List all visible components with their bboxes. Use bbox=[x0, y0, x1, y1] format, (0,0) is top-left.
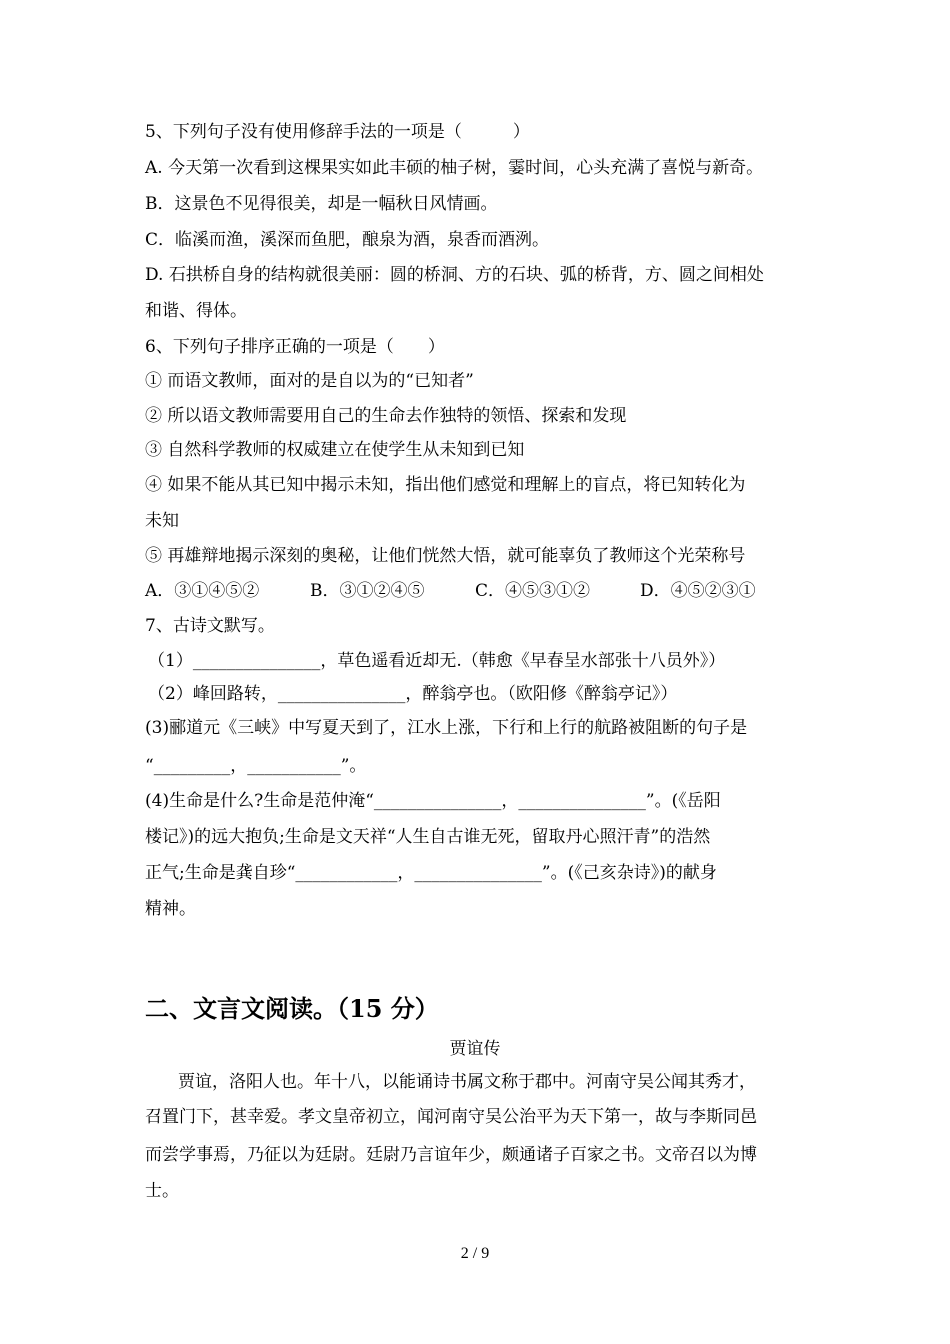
q6-sentence-4-line2: 未知 bbox=[145, 511, 179, 531]
q5-option-c: C．临溪而渔，溪深而鱼肥，酿泉为酒，泉香而酒洌。 bbox=[145, 230, 550, 250]
q7-part-3-line1: (3)郦道元《三峡》中写夏天到了，江水上涨，下行和上行的航路被阻断的句子是 bbox=[145, 718, 748, 738]
page-number: 2 / 9 bbox=[460, 1245, 490, 1262]
q6-option-d: D．④⑤②③① bbox=[640, 581, 756, 601]
q7-part-2: （2）峰回路转，_______________，醉翁亭也。（欧阳修《醉翁亭记》） bbox=[148, 684, 678, 704]
q5-option-a: A. 今天第一次看到这棵果实如此丰硕的柚子树，霎时间，心头充满了喜悦与新奇。 bbox=[145, 158, 764, 178]
q7-part-4-line4: 精神。 bbox=[145, 899, 196, 919]
q5-option-d-line1: D. 石拱桥自身的结构就很美丽：圆的桥洞、方的石块、弧的桥背，方、圆之间相处 bbox=[145, 265, 764, 285]
q7-stem: 7、古诗文默写。 bbox=[145, 616, 275, 636]
q7-part-4-line1: (4)生命是什么?生命是范仲淹“_______________，_______________”。(《岳阳 bbox=[145, 791, 721, 811]
q5-option-b: B．这景色不见得很美，却是一幅秋日风情画。 bbox=[145, 194, 498, 214]
passage-line-4: 士。 bbox=[145, 1181, 179, 1201]
q5-stem: 5、下列句子没有使用修辞手法的一项是（ ） bbox=[145, 122, 530, 142]
q6-option-c: C．④⑤③①② bbox=[475, 581, 591, 601]
q6-sentence-2: ② 所以语文教师需要用自己的生命去作独特的领悟、探索和发现 bbox=[145, 406, 627, 426]
q6-sentence-1: ① 而语文教师，面对的是自以为的“已知者” bbox=[145, 371, 474, 391]
q6-sentence-3: ③ 自然科学教师的权威建立在使学生从未知到已知 bbox=[145, 440, 525, 460]
passage-line-2: 召置门下，甚幸爱。孝文皇帝初立，闻河南守吴公治平为天下第一，故与李斯同邑 bbox=[145, 1107, 757, 1127]
q6-option-a: A．③①④⑤② bbox=[145, 581, 260, 601]
section-2-heading: 二、文言文阅读。（15 分） bbox=[145, 994, 439, 1023]
q6-sentence-5: ⑤ 再雄辩地揭示深刻的奥秘，让他们恍然大悟，就可能辜负了教师这个光荣称号 bbox=[145, 546, 746, 566]
q7-part-4-line2: 楼记》)的远大抱负;生命是文天祥“人生自古谁无死，留取丹心照汗青”的浩然 bbox=[145, 827, 711, 847]
q7-part-4-line3: 正气;生命是龚自珍“____________，_______________”。(《己亥杂诗》)的献身 bbox=[145, 863, 717, 883]
q6-stem: 6、下列句子排序正确的一项是（ ） bbox=[145, 337, 445, 357]
q7-part-3-line2: “_________，___________”。 bbox=[145, 756, 367, 776]
passage-line-1: 贾谊，洛阳人也。年十八，以能诵诗书属文称于郡中。河南守吴公闻其秀才， bbox=[178, 1072, 756, 1092]
passage-line-3: 而尝学事焉，乃征以为廷尉。廷尉乃言谊年少，颇通诸子百家之书。文帝召以为博 bbox=[145, 1145, 757, 1165]
q6-sentence-4-line1: ④ 如果不能从其已知中揭示未知，指出他们感觉和理解上的盲点，将已知转化为 bbox=[145, 475, 746, 495]
q6-option-b: B．③①②④⑤ bbox=[310, 581, 425, 601]
passage-title: 贾谊传 bbox=[449, 1039, 501, 1059]
q7-part-1: （1）_______________，草色遥看近却无.（韩愈《早春呈水部张十八员外》） bbox=[148, 651, 726, 671]
q5-option-d-line2: 和谐、得体。 bbox=[145, 301, 247, 321]
